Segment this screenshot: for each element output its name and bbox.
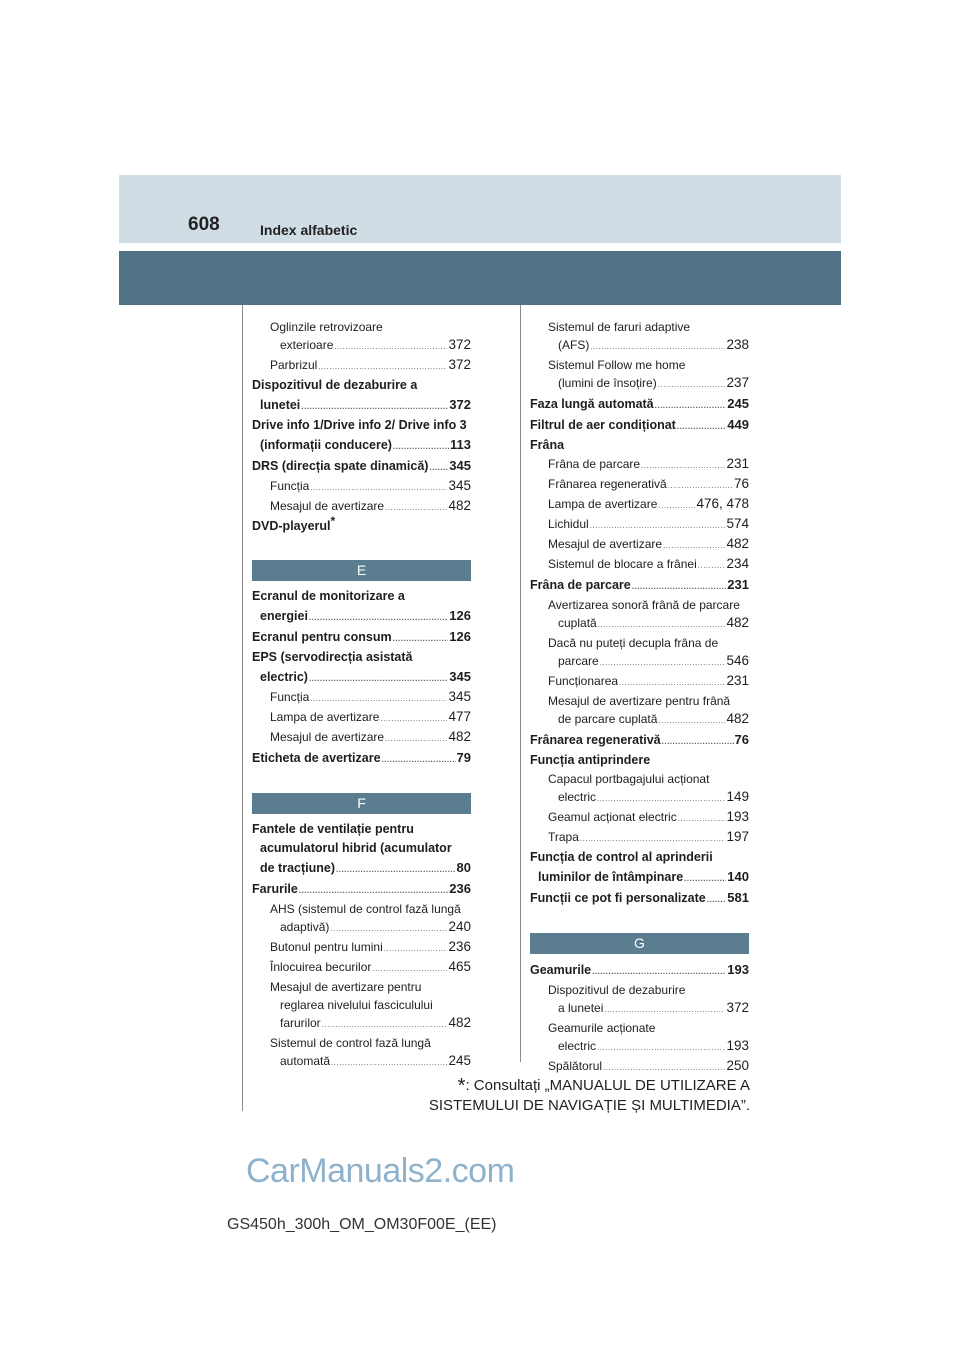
footnote-line-1: : Consultați „MANUALUL DE UTILIZARE A [465, 1077, 750, 1094]
index-entry[interactable] [530, 808, 749, 828]
entry-page: 140 [727, 869, 749, 884]
entry-page: 126 [449, 608, 471, 623]
entry-page: 482 [448, 498, 471, 513]
entry-label: Mesajul de avertizare [270, 499, 385, 513]
entry-page: 231 [726, 673, 749, 688]
entry-page: 245 [727, 396, 749, 411]
entry-label-cont: exterioare [280, 338, 334, 352]
entry-label: Drive info 1/Drive info 2/ Drive info 3 [252, 418, 467, 432]
entry-label: Ecranul de monitorizare a [252, 589, 405, 603]
index-entry[interactable] [252, 748, 471, 769]
entry-label-cont: farurilor [280, 1016, 321, 1030]
entry-page: 372 [448, 337, 471, 352]
entry-label: Mesajul de avertizare pentru [270, 980, 422, 994]
index-entry[interactable] [530, 828, 749, 848]
header-band [119, 175, 841, 243]
entry-page: 372 [726, 1000, 749, 1015]
entry-label: Parbrizul [270, 358, 318, 372]
index-entry[interactable] [252, 513, 471, 536]
header-dark-band [119, 251, 841, 305]
entry-label: Frânarea regenerativă [530, 733, 661, 747]
entry-label: Înlocuirea becurilor [270, 960, 372, 974]
entry-label: Spălătorul [548, 1059, 603, 1073]
entry-label-cont: lunetei [260, 398, 301, 412]
index-entry[interactable] [530, 692, 749, 730]
entry-page: 234 [726, 556, 749, 571]
entry-label-cont: energiei [260, 609, 308, 623]
entry-page: 76 [733, 476, 749, 491]
index-column-right [530, 318, 749, 1077]
entry-page: 236 [449, 881, 471, 896]
entry-page: 197 [726, 829, 749, 844]
entry-label: DRS (direcția spate dinamică) [252, 459, 429, 473]
index-entry[interactable] [252, 938, 471, 958]
index-entry[interactable] [252, 958, 471, 978]
entry-page: 238 [726, 337, 749, 352]
entry-label: Sistemul Follow me home [548, 358, 686, 372]
entry-label: Sistemul de blocare a frânei [548, 557, 697, 571]
entry-page: 79 [456, 750, 471, 765]
entry-label: Filtrul de aer condiționat [530, 418, 676, 432]
entry-label: Capacul portbagajului acționat [548, 772, 710, 786]
entry-label-cont: de parcare cuplată [558, 712, 658, 726]
entry-label: Funcția antiprindere [530, 753, 651, 767]
index-entry[interactable] [530, 535, 749, 555]
index-entry[interactable] [252, 708, 471, 728]
index-entry[interactable] [530, 848, 749, 888]
entry-page: 345 [448, 689, 471, 704]
index-entry[interactable] [252, 728, 471, 748]
index-entry[interactable] [530, 730, 749, 751]
entry-page: 477 [448, 709, 471, 724]
entry-page: 240 [448, 919, 471, 934]
letter-divider-f: F [252, 793, 471, 814]
entry-label: Ecranul pentru consum [252, 630, 392, 644]
index-entry[interactable] [530, 555, 749, 575]
entry-page: 113 [450, 437, 471, 452]
entry-label: Butonul pentru lumini [270, 940, 383, 954]
entry-label-cont: acumulatorul hibrid (acumulator [260, 841, 452, 855]
entry-label-cont: automată [280, 1054, 331, 1068]
entry-page: 372 [449, 397, 471, 412]
index-entry[interactable] [530, 394, 749, 415]
letter-divider-e: E [252, 560, 471, 581]
entry-label-cont: electric [558, 790, 597, 804]
entry-page: 126 [449, 629, 471, 644]
entry-page: 245 [448, 1053, 471, 1068]
entry-label-cont: adaptivă) [280, 920, 330, 934]
index-entry[interactable] [530, 672, 749, 692]
entry-label: Funcții ce pot fi personalizate [530, 891, 706, 905]
index-entry[interactable] [252, 376, 471, 416]
index-column-left [252, 318, 471, 1072]
entry-page: 449 [727, 417, 749, 432]
entry-label: Dacă nu puteți decupla frâna de [548, 636, 719, 650]
index-entry[interactable] [252, 978, 471, 1034]
index-entry[interactable] [530, 888, 749, 909]
entry-page: 345 [448, 478, 471, 493]
entry-label: Sistemul de control fază lungă [270, 1036, 431, 1050]
entry-label: Funcția [270, 690, 310, 704]
entry-label: DVD-playerul [252, 519, 331, 533]
entry-page: 345 [449, 669, 471, 684]
footnote-star: * [330, 513, 336, 528]
entry-label: Sistemul de faruri adaptive [548, 320, 691, 334]
entry-label-cont: electric [558, 1039, 597, 1053]
entry-page: 372 [448, 357, 471, 372]
entry-page: 76 [734, 732, 749, 747]
index-entry[interactable] [252, 318, 471, 356]
entry-label-cont: de tracțiune) [260, 861, 336, 875]
entry-label: Dispozitivul de dezaburire a [252, 378, 418, 392]
entry-label: Faza lungă automată [530, 397, 654, 411]
entry-page: 482 [726, 711, 749, 726]
index-entry[interactable] [252, 688, 471, 708]
index-entry[interactable] [530, 634, 749, 672]
index-entry[interactable] [530, 575, 749, 596]
index-entry[interactable] [252, 587, 471, 627]
entry-page: 482 [726, 536, 749, 551]
index-entry[interactable] [530, 436, 749, 455]
footnote-star: * [457, 1075, 466, 1097]
entry-page: 250 [726, 1058, 749, 1073]
index-entry[interactable] [252, 1034, 471, 1072]
entry-label: Oglinzile retrovizoare [270, 320, 383, 334]
entry-label-cont: (AFS) [558, 338, 590, 352]
index-entry[interactable] [252, 477, 471, 497]
entry-label: Funcția [270, 479, 310, 493]
index-entry[interactable] [252, 497, 471, 517]
entry-label: Eticheta de avertizare [252, 751, 381, 765]
entry-label: Mesajul de avertizare [548, 537, 663, 551]
entry-page: 581 [727, 890, 749, 905]
index-entry[interactable] [252, 456, 471, 477]
entry-page: 231 [726, 456, 749, 471]
entry-page: 193 [726, 1038, 749, 1053]
entry-label: Dispozitivul de dezaburire [548, 983, 686, 997]
index-entry[interactable] [530, 770, 749, 808]
entry-label: Frâna [530, 438, 565, 452]
entry-label: Mesajul de avertizare [270, 730, 385, 744]
entry-label: AHS (sistemul de control fază lungă [270, 902, 461, 916]
index-entry[interactable] [252, 356, 471, 376]
entry-page: 193 [727, 962, 749, 977]
middle-divider [520, 305, 521, 1062]
entry-page: 231 [727, 577, 749, 592]
entry-label: Farurile [252, 882, 298, 896]
footnote [330, 1076, 750, 1116]
index-entry[interactable] [530, 495, 749, 515]
page-number: 608 [188, 214, 220, 235]
index-entry[interactable] [530, 318, 749, 356]
index-entry[interactable] [530, 960, 749, 981]
entry-label-cont: (lumini de însoțire) [558, 376, 657, 390]
index-entry[interactable] [252, 627, 471, 648]
entry-label: Geamul acționat electric [548, 810, 677, 824]
entry-page: 476, 478 [696, 496, 749, 511]
entry-page: 345 [449, 458, 471, 473]
entry-page: 482 [726, 615, 749, 630]
entry-label: Avertizarea sonoră frână de parcare [548, 598, 740, 612]
entry-label-cont: parcare [558, 654, 599, 668]
entry-label: Frâna de parcare [548, 457, 641, 471]
entry-label: Mesajul de avertizare pentru frână [548, 694, 731, 708]
entry-label: Trapa [548, 830, 579, 844]
index-entry[interactable] [252, 820, 471, 879]
entry-label-cont: luminilor de întâmpinare [538, 870, 684, 884]
index-entry[interactable] [530, 596, 749, 634]
index-entry[interactable] [530, 455, 749, 475]
index-entry[interactable] [530, 415, 749, 436]
index-entry[interactable] [530, 1019, 749, 1057]
letter-divider-g: G [530, 933, 749, 954]
document-code: GS450h_300h_OM_OM30F00E_(EE) [227, 1216, 497, 1233]
index-entry[interactable] [530, 981, 749, 1019]
entry-page: 574 [726, 516, 749, 531]
entry-label: Geamurile acționate [548, 1021, 656, 1035]
entry-page: 80 [456, 860, 471, 875]
index-entry[interactable] [252, 648, 471, 688]
index-entry[interactable] [530, 475, 749, 495]
index-entry[interactable] [530, 1057, 749, 1077]
entry-label: Geamurile [530, 963, 592, 977]
entry-page: 236 [448, 939, 471, 954]
entry-page: 193 [726, 809, 749, 824]
index-entry[interactable] [530, 515, 749, 535]
entry-label-cont: a lunetei [558, 1001, 604, 1015]
index-entry[interactable] [252, 900, 471, 938]
index-entry[interactable] [252, 879, 471, 900]
entry-label: Lichidul [548, 517, 589, 531]
entry-label: Lampa de avertizare [270, 710, 380, 724]
index-entry[interactable] [252, 416, 471, 456]
entry-page: 546 [726, 653, 749, 668]
entry-label-cont: cuplată [558, 616, 597, 630]
entry-label-cont: reglarea nivelului fasciculului [280, 998, 433, 1012]
entry-label-cont: electric) [260, 670, 308, 684]
entry-label: Frâna de parcare [530, 578, 631, 592]
entry-label-cont: (informații conducere) [260, 438, 392, 452]
entry-label: EPS (servodirecția asistată [252, 650, 413, 664]
section-title: Index alfabetic [260, 222, 358, 238]
entry-label: Fantele de ventilație pentru [252, 822, 414, 836]
entry-label: Lampa de avertizare [548, 497, 658, 511]
entry-page: 482 [448, 729, 471, 744]
index-entry[interactable] [530, 751, 749, 770]
index-entry[interactable] [530, 356, 749, 394]
entry-page: 237 [726, 375, 749, 390]
entry-label: Funcția de control al aprinderii [530, 850, 713, 864]
entry-page: 482 [448, 1015, 471, 1030]
footnote-line-2: SISTEMULUI DE NAVIGAȚIE ȘI MULTIMEDIA”. [428, 1097, 750, 1114]
watermark: CarManuals2.com [246, 1152, 515, 1190]
entry-label: Frânarea regenerativă [548, 477, 667, 491]
entry-label: Funcționarea [548, 674, 619, 688]
entry-page: 149 [726, 789, 749, 804]
entry-page: 465 [448, 959, 471, 974]
left-divider [242, 305, 243, 1111]
